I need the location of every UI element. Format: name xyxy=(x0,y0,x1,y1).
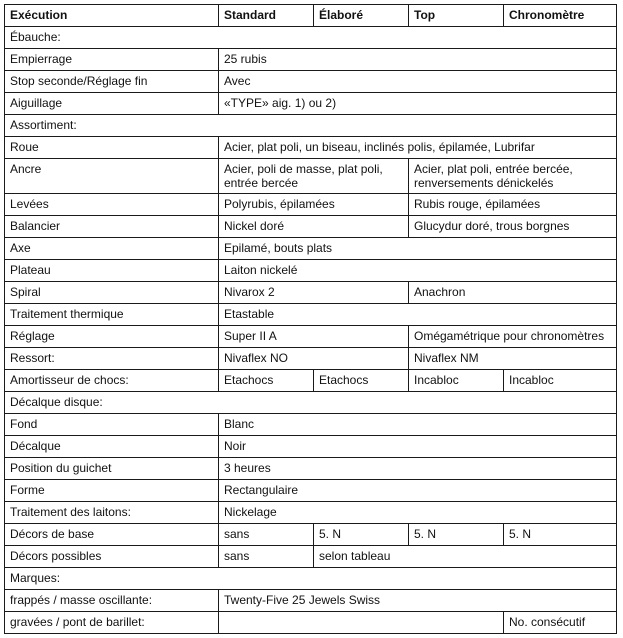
table-row xyxy=(5,216,617,238)
row-value-elabore: Etachocs xyxy=(314,370,409,392)
movement-spec-table xyxy=(4,4,617,634)
row-value: Nickelage xyxy=(219,502,617,524)
row-label: Levées xyxy=(5,194,219,216)
row-value-chrono: No. consécutif xyxy=(504,612,617,634)
row-label: Décors de base xyxy=(5,524,219,546)
row-value: «TYPE» aig. 1) ou 2) xyxy=(219,93,617,115)
row-label: Spiral xyxy=(5,282,219,304)
row-value-top-chrono: Omégamétrique pour chronomètres xyxy=(409,326,617,348)
row-value: Noir xyxy=(219,436,617,458)
row-label: Décors possibles xyxy=(5,546,219,568)
table-row xyxy=(5,524,617,546)
col-header-standard: Standard xyxy=(219,5,314,27)
row-value-top-chrono: Anachron xyxy=(409,282,617,304)
section-row-decalque xyxy=(5,392,617,414)
section-title-ebauche: Ébauche: xyxy=(5,27,617,49)
row-value: Etastable xyxy=(219,304,617,326)
row-value: Epilamé, bouts plats xyxy=(219,238,617,260)
table-row xyxy=(5,480,617,502)
row-value: Blanc xyxy=(219,414,617,436)
table-row xyxy=(5,194,617,216)
col-header-chronometre: Chronomètre xyxy=(504,5,617,27)
row-label: Aiguillage xyxy=(5,93,219,115)
table-row xyxy=(5,612,617,634)
table-row xyxy=(5,414,617,436)
table-row xyxy=(5,137,617,159)
row-value-standard-elabore: Nickel doré xyxy=(219,216,409,238)
row-value-standard-elabore: Nivarox 2 xyxy=(219,282,409,304)
row-value: Avec xyxy=(219,71,617,93)
table-row xyxy=(5,49,617,71)
table-row xyxy=(5,546,617,568)
row-value: 3 heures xyxy=(219,458,617,480)
row-value-top-chrono: Glucydur doré, trous borgnes xyxy=(409,216,617,238)
row-label: Balancier xyxy=(5,216,219,238)
section-title-laitons: Traitement des laitons: xyxy=(5,502,219,524)
row-label: Axe xyxy=(5,238,219,260)
section-row-ressort xyxy=(5,348,617,370)
col-header-elabore: Élaboré xyxy=(314,5,409,27)
row-value-standard-elabore: Super II A xyxy=(219,326,409,348)
section-title-ressort: Ressort: xyxy=(5,348,219,370)
row-label: Réglage xyxy=(5,326,219,348)
row-value-standard-elabore: Acier, poli de masse, plat poli, entrée bercée xyxy=(219,159,409,194)
row-value-standard-elabore: Nivaflex NO xyxy=(219,348,409,370)
row-value: Twenty-Five 25 Jewels Swiss xyxy=(219,590,617,612)
row-value-top-chrono: Nivaflex NM xyxy=(409,348,617,370)
section-row-amortisseur xyxy=(5,370,617,392)
section-row-laitons xyxy=(5,502,617,524)
row-label: Ancre xyxy=(5,159,219,194)
table-header-row xyxy=(5,5,617,27)
section-row-ebauche xyxy=(5,27,617,49)
table-row xyxy=(5,260,617,282)
table-row xyxy=(5,590,617,612)
row-value-top: 5. N xyxy=(409,524,504,546)
table-row xyxy=(5,458,617,480)
row-value: Laiton nickelé xyxy=(219,260,617,282)
row-value-standard: Etachocs xyxy=(219,370,314,392)
section-title-assortiment: Assortiment: xyxy=(5,115,617,137)
section-title-marques: Marques: xyxy=(5,568,617,590)
row-label: Position du guichet xyxy=(5,458,219,480)
row-label: Roue xyxy=(5,137,219,159)
row-label: Empierrage xyxy=(5,49,219,71)
row-value: 25 rubis xyxy=(219,49,617,71)
table-row xyxy=(5,304,617,326)
row-value-standard: sans xyxy=(219,524,314,546)
row-value-top-chrono: Rubis rouge, épilamées xyxy=(409,194,617,216)
table-row xyxy=(5,93,617,115)
row-value-top-chrono: Acier, plat poli, entrée bercée, renversements dénickelés xyxy=(409,159,617,194)
row-value-empty xyxy=(219,612,504,634)
row-value-elabore-top-chrono: selon tableau xyxy=(314,546,617,568)
row-label: frappés / masse oscillante: xyxy=(5,590,219,612)
section-title-amortisseur: Amortisseur de chocs: xyxy=(5,370,219,392)
table-row xyxy=(5,238,617,260)
row-value-elabore: 5. N xyxy=(314,524,409,546)
row-value: Acier, plat poli, un biseau, inclinés polis, épilamée, Lubrifar xyxy=(219,137,617,159)
row-value-chrono: Incabloc xyxy=(504,370,617,392)
row-value: Rectangulaire xyxy=(219,480,617,502)
row-label: Plateau xyxy=(5,260,219,282)
row-value-standard-elabore: Polyrubis, épilamées xyxy=(219,194,409,216)
row-label: Stop seconde/Réglage fin xyxy=(5,71,219,93)
row-value-chrono: 5. N xyxy=(504,524,617,546)
row-label: Décalque xyxy=(5,436,219,458)
row-value-standard: sans xyxy=(219,546,314,568)
section-title-decalque: Décalque disque: xyxy=(5,392,617,414)
row-value-top: Incabloc xyxy=(409,370,504,392)
table-row xyxy=(5,71,617,93)
row-label: Forme xyxy=(5,480,219,502)
section-row-assortiment xyxy=(5,115,617,137)
row-label: gravées / pont de barillet: xyxy=(5,612,219,634)
section-row-marques xyxy=(5,568,617,590)
row-label: Fond xyxy=(5,414,219,436)
table-row xyxy=(5,326,617,348)
col-header-top: Top xyxy=(409,5,504,27)
table-row xyxy=(5,159,617,194)
table-row xyxy=(5,282,617,304)
table-row xyxy=(5,436,617,458)
col-header-execution: Exécution xyxy=(5,5,219,27)
row-label: Traitement thermique xyxy=(5,304,219,326)
